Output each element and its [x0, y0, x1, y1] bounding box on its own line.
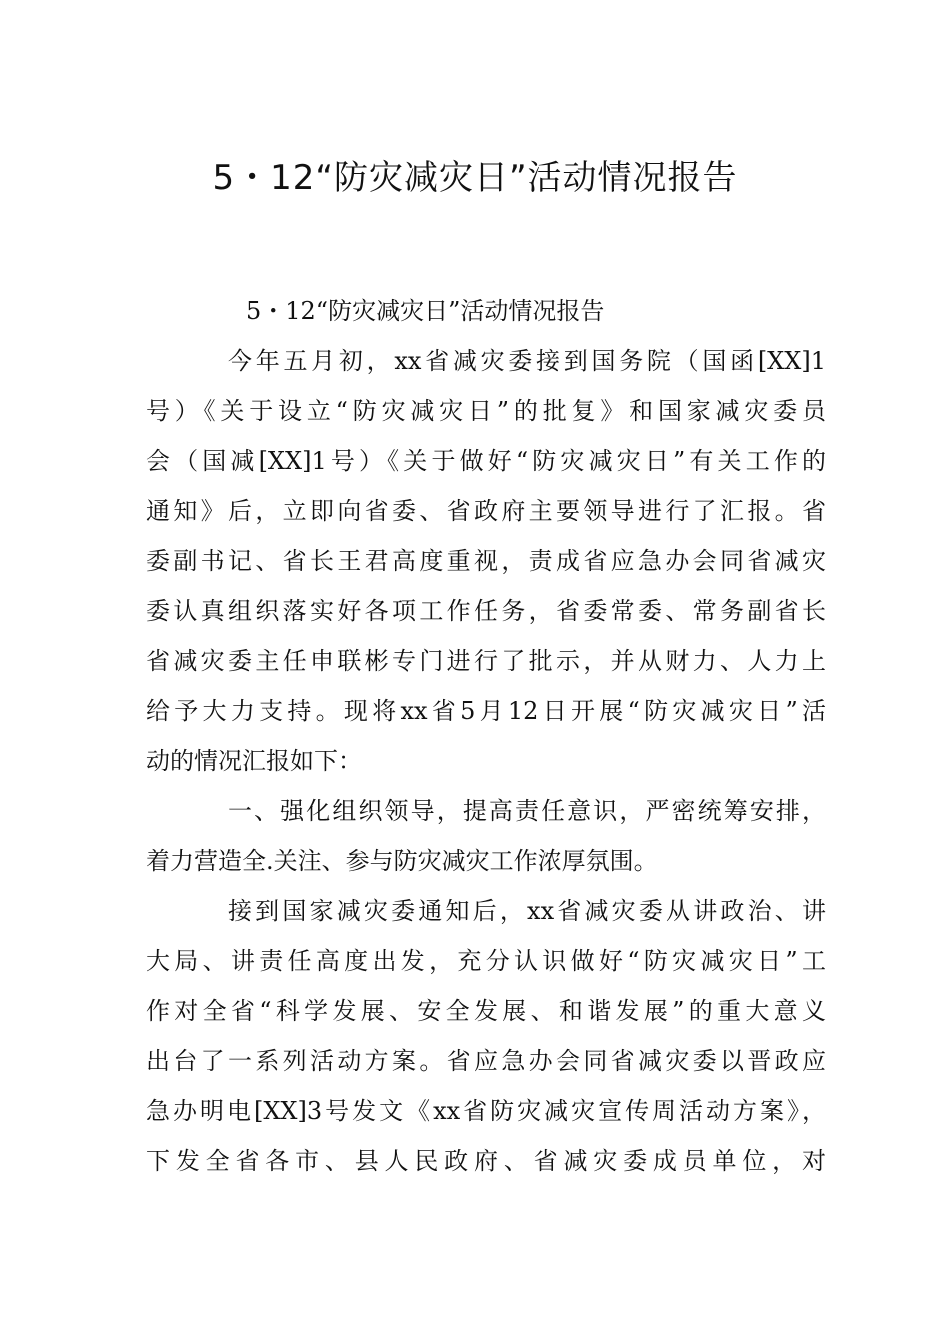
body-line: 委副书记、省长王君高度重视，责成省应急办会同省减灾	[146, 547, 826, 575]
body-line: 省减灾委主任申联彬专门进行了批示，并从财力、人力上	[146, 647, 826, 675]
body-line: 作对全省“科学发展、安全发展、和谐发展”的重大意义	[146, 997, 826, 1025]
body-line: 接到国家减灾委通知后，xx省减灾委从讲政治、讲	[228, 897, 826, 925]
body-line: 急办明电[XX]3号发文《xx省防灾减灾宣传周活动方案》，	[146, 1097, 826, 1125]
section-heading-line: 一、强化组织领导，提高责任意识，严密统筹安排，	[228, 797, 826, 825]
body-line: 给予大力支持。现将xx省5月12日开展“防灾减灾日”活	[146, 697, 826, 725]
body-line: 大局、讲责任高度出发，充分认识做好“防灾减灾日”工	[146, 947, 826, 975]
body-line: 动的情况汇报如下：	[146, 747, 362, 775]
body-line: 出台了一系列活动方案。省应急办会同省减灾委以晋政应	[146, 1047, 826, 1075]
body-line: 号）《关于设立“防灾减灾日”的批复》和国家减灾委员	[146, 397, 826, 425]
body-line: 委认真组织落实好各项工作任务，省委常委、常务副省长	[146, 597, 826, 625]
document-body	[146, 286, 826, 1186]
body-line: 今年五月初，xx省减灾委接到国务院（国函[XX]1	[228, 347, 826, 375]
section-heading-line: 着力营造全.关注、参与防灾减灾工作浓厚氛围。	[146, 847, 658, 875]
body-line: 下发全省各市、县人民政府、省减灾委成员单位，对	[146, 1147, 826, 1175]
body-subtitle: 5・12“防灾减灾日”活动情况报告	[246, 297, 605, 325]
body-line: 通知》后，立即向省委、省政府主要领导进行了汇报。省	[146, 497, 826, 525]
document-title: 5・12“防灾减灾日”活动情况报告	[212, 158, 738, 198]
body-line: 会（国减[XX]1号）《关于做好“防灾减灾日”有关工作的	[146, 447, 826, 475]
